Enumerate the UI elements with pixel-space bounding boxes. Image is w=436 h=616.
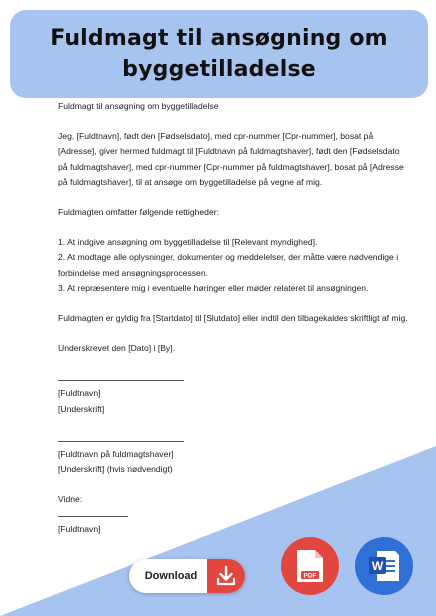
document-heading: Fuldmagt til ansøgning om byggetilladelse bbox=[58, 101, 219, 111]
download-button[interactable] bbox=[129, 559, 245, 593]
document-body bbox=[58, 99, 410, 538]
pdf-download-icon[interactable] bbox=[281, 537, 339, 595]
signer-signature: [Underskrift] bbox=[58, 403, 105, 414]
word-download-icon[interactable] bbox=[355, 537, 413, 595]
rights-item: 3. At repræsentere mig i eventuelle høringer eller møder relateret til ansøgningen. bbox=[58, 282, 369, 293]
title-banner bbox=[10, 10, 428, 98]
signature-line bbox=[58, 507, 128, 517]
holder-signature: [Underskrift] (hvis nødvendigt) bbox=[58, 464, 173, 475]
signature-line bbox=[58, 432, 184, 442]
pdf-badge-text: PDF bbox=[303, 572, 317, 580]
rights-item: 2. At modtage alle oplysninger, dokumenter og meddelelser, der måtte være nødvendige i forbindelse med ansøgningsprocessen. bbox=[58, 252, 399, 278]
page-title: Fuldmagt til ansøgning om byggetilladelse bbox=[50, 26, 388, 82]
rights-item: 1. At indgive ansøgning om byggetilladelse til [Relevant myndighed]. bbox=[58, 237, 318, 248]
signature-line bbox=[58, 371, 184, 381]
download-arrow-icon bbox=[207, 559, 245, 593]
signed-line: Underskrevet den [Dato] i [By]. bbox=[58, 343, 176, 354]
download-label: Download bbox=[144, 570, 198, 582]
validity-paragraph: Fuldmagten er gyldig fra [Startdato] til [Slutdato] eller indtil den tilbagekaldes skriftligt af mig. bbox=[58, 313, 408, 324]
signer-name: [Fuldtnavn] bbox=[58, 388, 101, 399]
word-badge-text: W bbox=[371, 559, 384, 573]
rights-heading: Fuldmagten omfatter følgende rettigheder: bbox=[58, 207, 219, 218]
witness-label: Vidne: bbox=[58, 494, 83, 505]
holder-name: [Fuldtnavn på fuldmagtshaver] bbox=[58, 448, 174, 459]
witness-name: [Fuldtnavn] bbox=[58, 524, 101, 535]
intro-paragraph: Jeg, [Fuldtnavn], født den [Fødselsdato], med cpr-nummer [Cpr-nummer], bosat på [Adresse], giver hermed fuldmagt til [Fuldtnavn på fuldmagtshaver], født den [Fødselsdato på fuldmagtshaver], med cpr-nummer [Cpr-nummer på fuldmagtshaver], bosat på [Adresse på fuldmagtshaver], til at ansøge om byggetilladelse på vegne af mig. bbox=[58, 131, 404, 187]
